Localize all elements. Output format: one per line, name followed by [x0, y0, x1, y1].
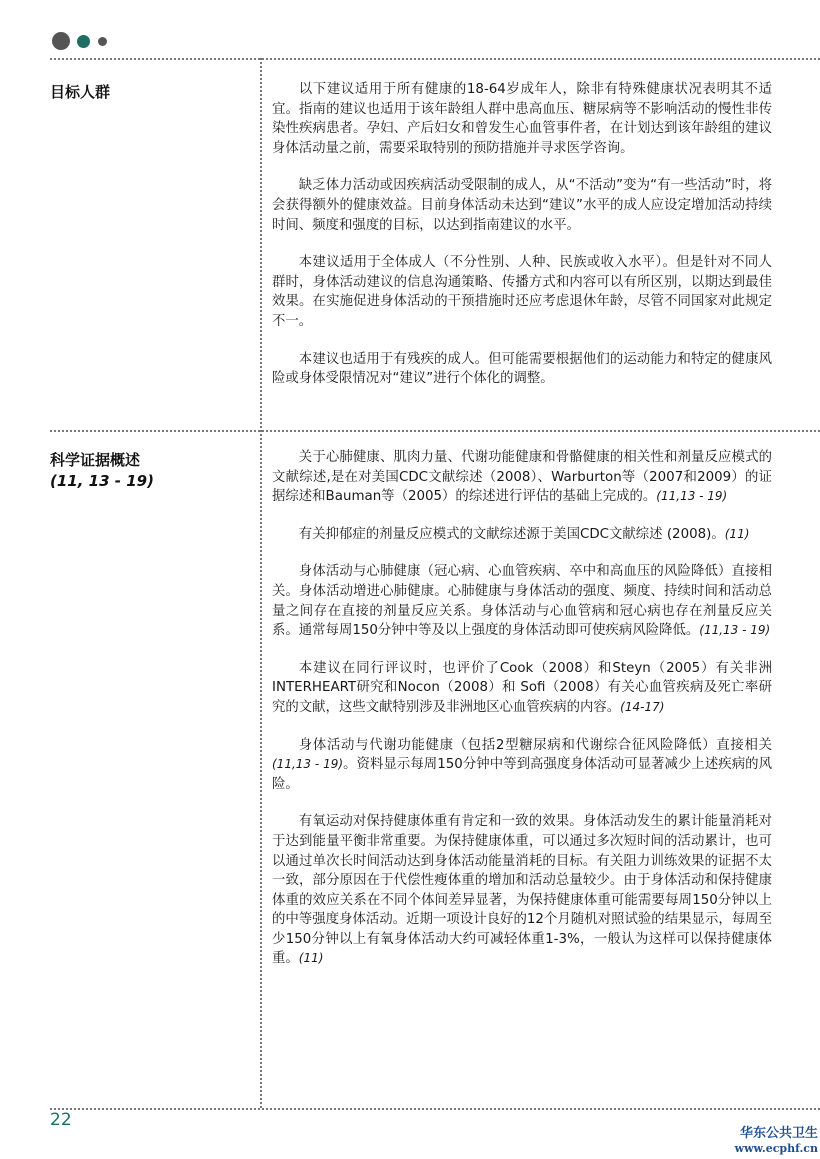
- section-content-target-population: [272, 80, 772, 407]
- citation: (14-17): [620, 699, 665, 714]
- paragraph: [272, 812, 772, 969]
- citation: (11,13 - 19): [272, 757, 344, 772]
- paragraph: [272, 562, 772, 640]
- section-label-evidence-summary: [50, 450, 154, 492]
- citation: (11): [724, 526, 750, 541]
- paragraph: [272, 253, 772, 331]
- footer-brand: [735, 1126, 818, 1156]
- paragraph-text: 缺乏体力活动或因疾病活动受限制的成人，从“不活动”变为“有一些活动”时，将会获得额外的健康效益。目前身体活动未达到“建议”水平的成人应设定增加活动持续时间、频度和强度的目标，以达到指南建议的水平。: [272, 178, 772, 233]
- divider: [50, 58, 820, 60]
- dot-icon: [52, 32, 70, 50]
- dot-icon: [98, 37, 107, 46]
- brand-url: www.ecphf.cn: [734, 1142, 818, 1155]
- paragraph: [272, 525, 772, 545]
- section-label-target-population: [50, 82, 110, 103]
- section-label-text: 目标人群: [50, 83, 111, 101]
- section-label-text: 科学证据概述: [50, 451, 141, 469]
- citation: (11,13 - 19): [656, 489, 728, 504]
- paragraph: [272, 448, 772, 507]
- paragraph-text: 本建议适用于全体成人（不分性别、人种、民族或收入水平）。但是针对不同人群时，身体活动建议的信息沟通策略、传播方式和内容可以有所区别，以期达到最佳效果。在实施促进身体活动的干预措施时还应考虑退休年龄，尽管不同国家对此规定不一。: [272, 255, 772, 329]
- dot-icon: [77, 35, 90, 48]
- citation: (11): [298, 951, 324, 966]
- paragraph: [272, 80, 772, 158]
- paragraph-text: 本建议也适用于有残疾的成人。但可能需要根据他们的运动能力和特定的健康风险或身体受限情况对“建议”进行个体化的调整。: [272, 351, 772, 387]
- paragraph-text: 以下建议适用于所有健康的18-64岁成年人，除非有特殊健康状况表明其不适宜。指南的建议也适用于该年龄组人群中患高血压、糖尿病等不影响活动的慢性非传染性疾病患者。孕妇、产后妇女和曾发生心血管事件者，在计划达到该年龄组的建议身体活动量之前，需要采取特别的预防措施并寻求医学咨询。: [272, 82, 772, 156]
- citation: (11,13 - 19): [699, 623, 771, 638]
- paragraph-text: 有关抑郁症的剂量反应模式的文献综述源于美国CDC文献综述 (2008)。: [298, 526, 725, 542]
- section-content-evidence-summary: [272, 448, 772, 987]
- paragraph: [272, 736, 772, 795]
- paragraph: [272, 659, 772, 718]
- brand-name: 华东公共卫生: [739, 1126, 818, 1141]
- paragraph-text: 有氧运动对保持健康体重有肯定和一致的效果。身体活动发生的累计能量消耗对于达到能量平衡非常重要。为保持健康体重，可以通过多次短时间的活动累计，也可以通过单次长时间活动达到身体活动能量消耗的目标。有关阻力训练效果的证据不太一致，部分原因在于代偿性瘦体重的增加和活动总量较少。由于身体活动和保持健康体重的效应关系在不同个体间差异显著，为保持健康体重可能需要每周150分钟以上的中等强度身体活动。近期一项设计良好的12个月随机对照试验的结果显示，每周至少150分钟以上有氧身体活动大约可减轻体重1-3%，一般认为这样可以保持健康体重。: [272, 814, 772, 967]
- paragraph: [272, 176, 772, 235]
- paragraph: [272, 350, 772, 389]
- paragraph-text: 。资料显示每周150分钟中等到高强度身体活动可显著减少上述疾病的风险。: [272, 757, 772, 792]
- paragraph-text: 身体活动与心肺健康（冠心病、心血管疾病、卒中和高血压的风险降低）直接相关。身体活动增进心肺健康。心肺健康与身体活动的强度、频度、持续时间和活动总量之间存在直接的剂量反应关系。身体活动与心血管病和冠心病也存在剂量反应关系。通常每周150分钟中等及以上强度的身体活动即可使疾病风险降低。: [272, 564, 772, 639]
- column-divider: [260, 58, 262, 1108]
- paragraph-text: 身体活动与代谢功能健康（包括2型糖尿病和代谢综合征风险降低）直接相关: [298, 737, 772, 753]
- paragraph-text: 关于心肺健康、肌肉力量、代谢功能健康和骨骼健康的相关性和剂量反应模式的文献综述,是在对美国CDC文献综述（2008）、Warburton等（2007和2009）的证据综述和Bauman等（2005）的综述进行评估的基础上完成的。: [272, 450, 772, 505]
- divider: [50, 1108, 820, 1110]
- page-number: 22: [50, 1110, 72, 1130]
- paragraph-text: 本建议在同行评议时，也评价了Cook（2008）和Steyn（2005）有关非洲INTERHEART研究和Nocon（2008）和 Sofi（2008）有关心血管疾病及死亡率研究的文献，这些文献特别涉及非洲地区心血管疾病的内容。: [272, 660, 772, 715]
- divider: [50, 430, 820, 432]
- section-reference: (11, 13 - 19): [50, 472, 154, 490]
